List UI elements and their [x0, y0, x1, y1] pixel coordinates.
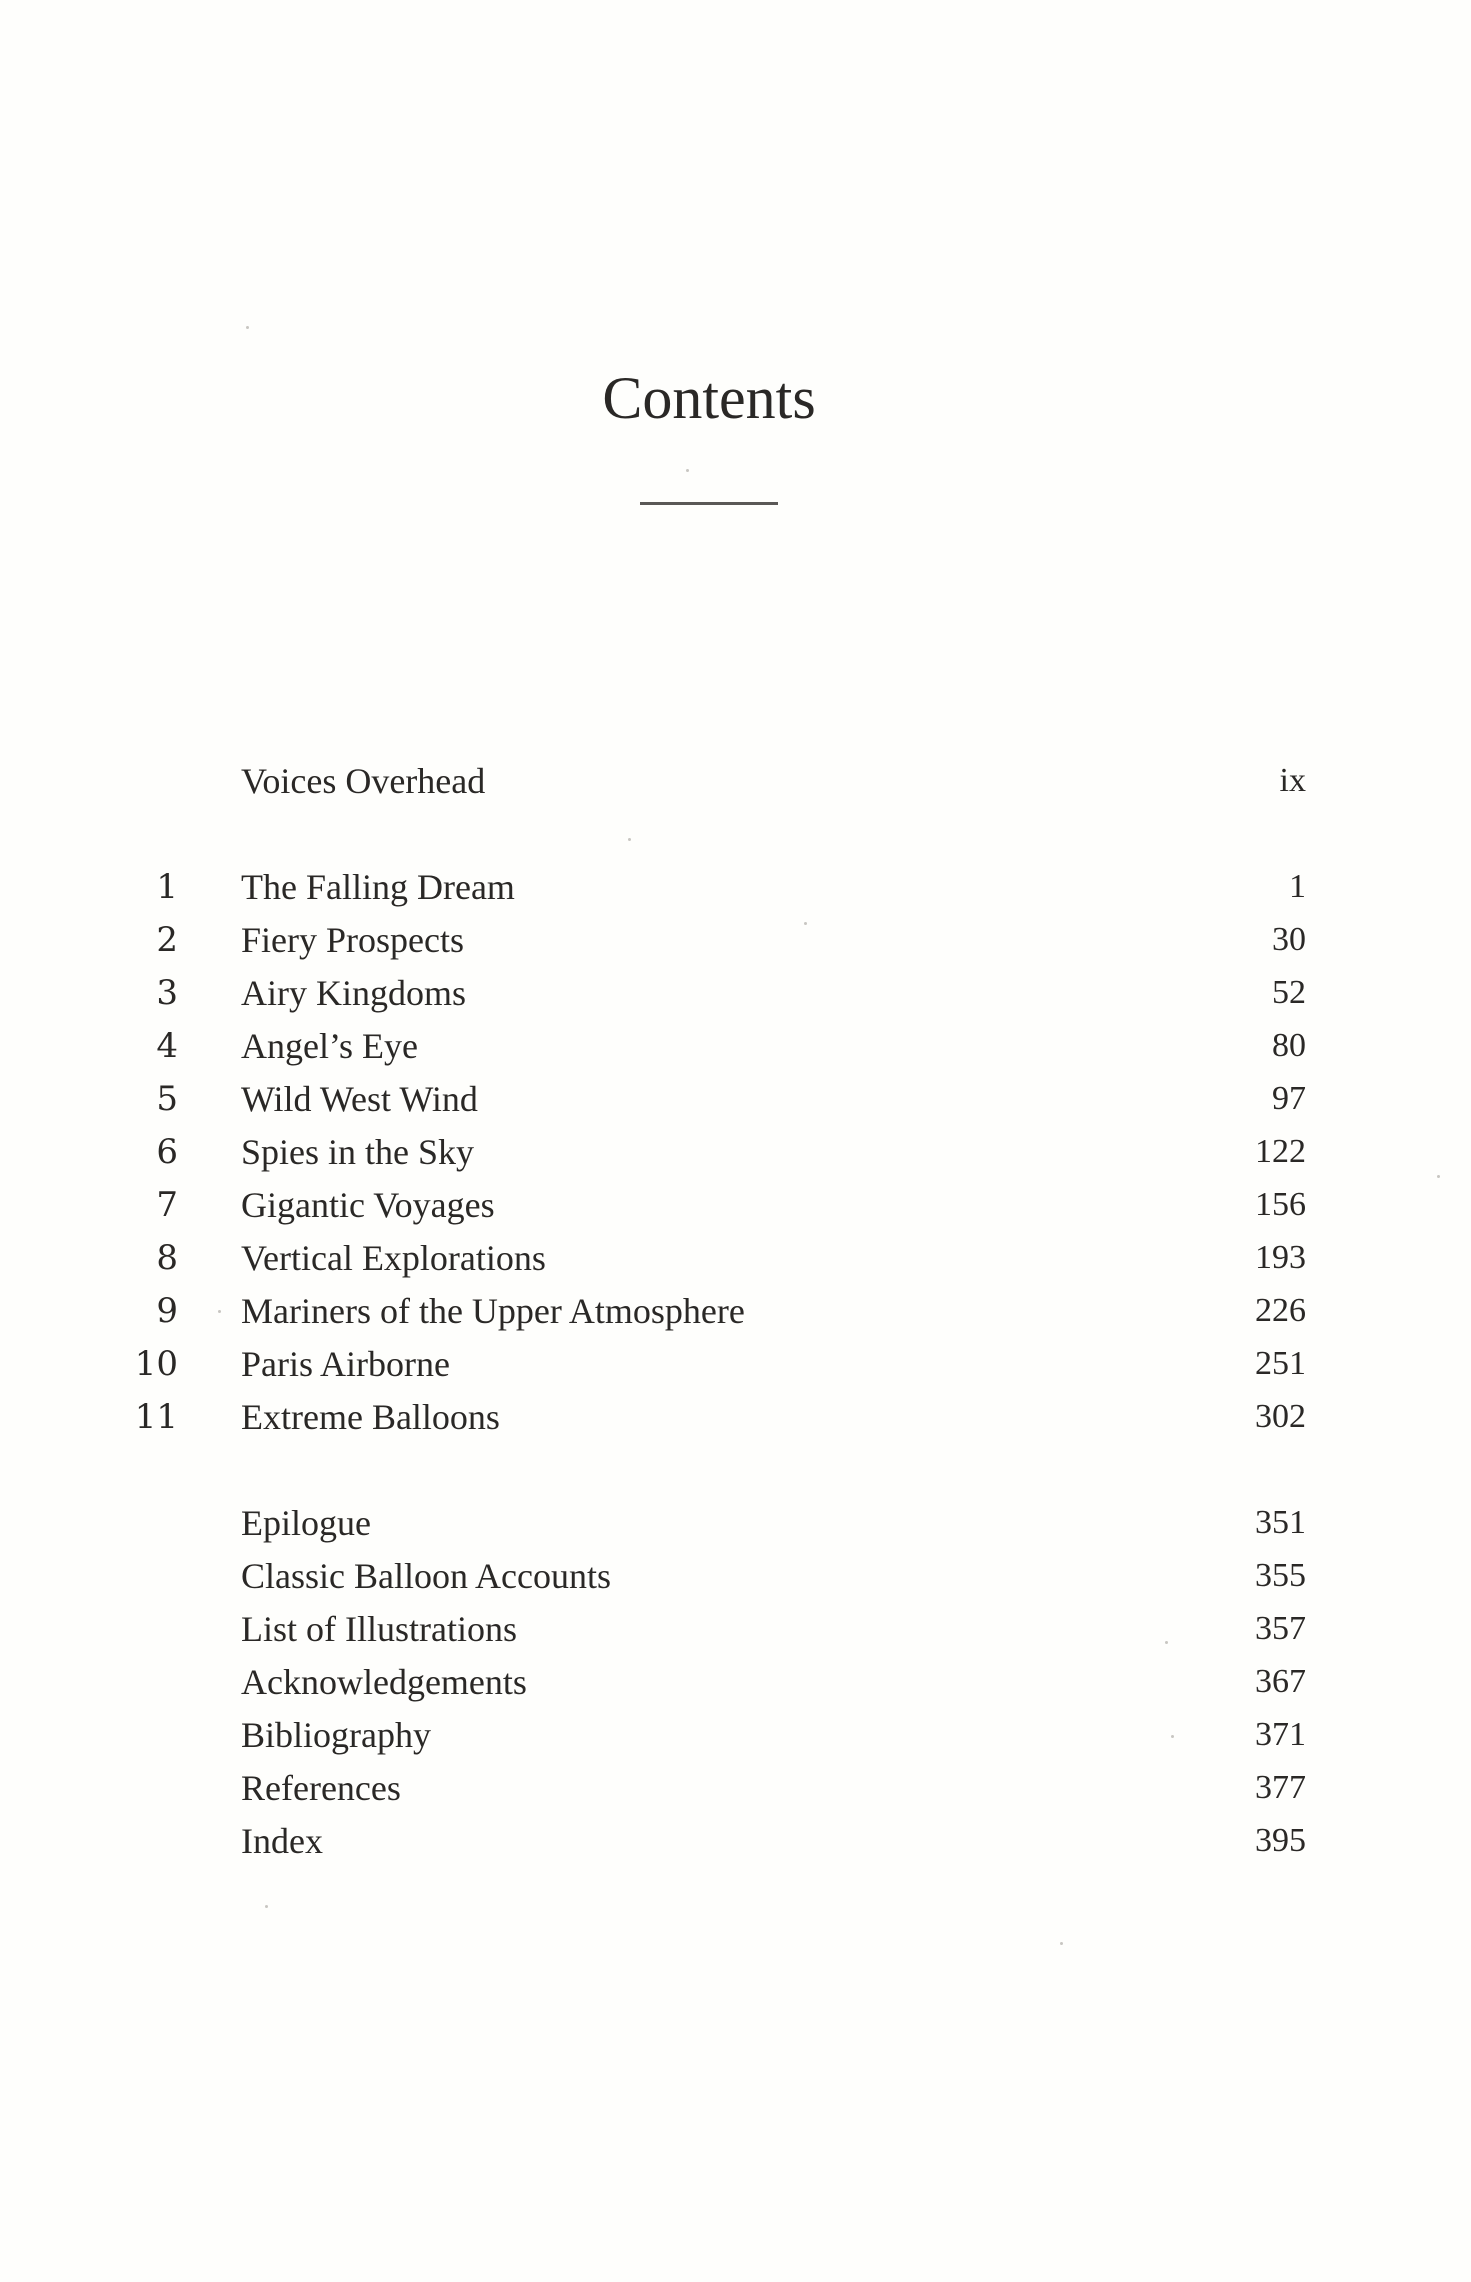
toc-chapter-row[interactable]	[0, 1020, 1471, 1072]
toc-entry-back[interactable]	[0, 1603, 1471, 1655]
toc-entry-back[interactable]	[0, 1550, 1471, 1602]
chapter-page: 302	[1255, 1398, 1306, 1435]
scan-speck	[686, 469, 689, 472]
toc-entry-label: Voices Overhead	[241, 761, 486, 801]
toc-chapter-row[interactable]	[0, 1073, 1471, 1125]
chapter-title: Paris Airborne	[241, 1344, 450, 1384]
chapter-number: 2	[156, 920, 178, 960]
chapter-title: Angel’s Eye	[241, 1026, 418, 1066]
toc-entry-page: ix	[1279, 762, 1306, 799]
chapter-page: 251	[1255, 1345, 1306, 1382]
toc-chapter-row[interactable]	[0, 914, 1471, 966]
toc-entry-label: References	[241, 1768, 401, 1808]
scan-speck	[804, 922, 807, 925]
toc-chapter-row[interactable]	[0, 1232, 1471, 1284]
toc-chapter-row[interactable]	[0, 1338, 1471, 1390]
toc-entry-page: 357	[1255, 1610, 1306, 1647]
chapter-page: 30	[1272, 921, 1306, 958]
chapter-title: Airy Kingdoms	[241, 973, 466, 1013]
toc-entry-front[interactable]	[0, 755, 1471, 807]
toc-entry-label: Classic Balloon Accounts	[241, 1556, 611, 1596]
chapter-title: Mariners of the Upper Atmosphere	[241, 1291, 745, 1331]
toc-entry-label: Index	[241, 1821, 323, 1861]
toc-entry-page: 351	[1255, 1504, 1306, 1541]
page-title: Contents	[602, 365, 816, 431]
chapter-number: 4	[156, 1026, 178, 1066]
toc-entry-back[interactable]	[0, 1762, 1471, 1814]
scan-speck	[628, 838, 631, 841]
chapter-number: 3	[156, 973, 178, 1013]
chapter-number: 1	[156, 867, 178, 907]
toc-entry-back[interactable]	[0, 1709, 1471, 1761]
toc-chapter-row[interactable]	[0, 861, 1471, 913]
chapter-number: 11	[134, 1397, 178, 1437]
toc-entry-page: 371	[1255, 1716, 1306, 1753]
chapter-page: 1	[1289, 868, 1306, 905]
scan-speck	[246, 326, 249, 329]
toc-entry-page: 377	[1255, 1769, 1306, 1806]
chapter-title: Fiery Prospects	[241, 920, 464, 960]
toc-entry-page: 395	[1255, 1822, 1306, 1859]
chapter-page: 80	[1272, 1027, 1306, 1064]
scan-speck	[1437, 1175, 1440, 1178]
chapter-number: 7	[156, 1185, 178, 1225]
scan-speck	[1171, 1735, 1174, 1738]
toc-entry-label: Acknowledgements	[241, 1662, 527, 1702]
chapter-number: 6	[156, 1132, 178, 1172]
toc-entry-page: 367	[1255, 1663, 1306, 1700]
toc-entry-label: Bibliography	[241, 1715, 431, 1755]
chapter-title: Gigantic Voyages	[241, 1185, 495, 1225]
chapter-page: 97	[1272, 1080, 1306, 1117]
toc-entry-label: Epilogue	[241, 1503, 371, 1543]
toc-chapter-row[interactable]	[0, 1126, 1471, 1178]
toc-chapter-row[interactable]	[0, 1391, 1471, 1443]
scan-speck	[1060, 1942, 1063, 1945]
chapter-title: Vertical Explorations	[241, 1238, 546, 1278]
chapter-title: The Falling Dream	[241, 867, 515, 907]
toc-entry-back[interactable]	[0, 1497, 1471, 1549]
chapter-number: 10	[134, 1344, 178, 1384]
chapter-title: Wild West Wind	[241, 1079, 478, 1119]
chapter-title: Spies in the Sky	[241, 1132, 475, 1172]
scan-speck	[1165, 1641, 1168, 1644]
toc-entry-page: 355	[1255, 1557, 1306, 1594]
chapter-number: 5	[156, 1079, 178, 1119]
toc-entry-back[interactable]	[0, 1815, 1471, 1867]
scan-speck	[265, 1905, 268, 1908]
toc-chapter-row[interactable]	[0, 967, 1471, 1019]
chapter-page: 52	[1272, 974, 1306, 1011]
chapter-page: 156	[1255, 1186, 1306, 1223]
toc-entry-back[interactable]	[0, 1656, 1471, 1708]
chapter-page: 122	[1255, 1133, 1306, 1170]
chapter-page: 226	[1255, 1292, 1306, 1329]
chapter-page: 193	[1255, 1239, 1306, 1276]
toc-entry-label: List of Illustrations	[241, 1609, 517, 1649]
toc-chapter-row[interactable]	[0, 1179, 1471, 1231]
chapter-title: Extreme Balloons	[241, 1397, 500, 1437]
chapter-number: 8	[156, 1238, 178, 1278]
scan-speck	[218, 1310, 221, 1313]
chapter-number: 9	[156, 1291, 178, 1331]
title-rule	[640, 502, 778, 505]
